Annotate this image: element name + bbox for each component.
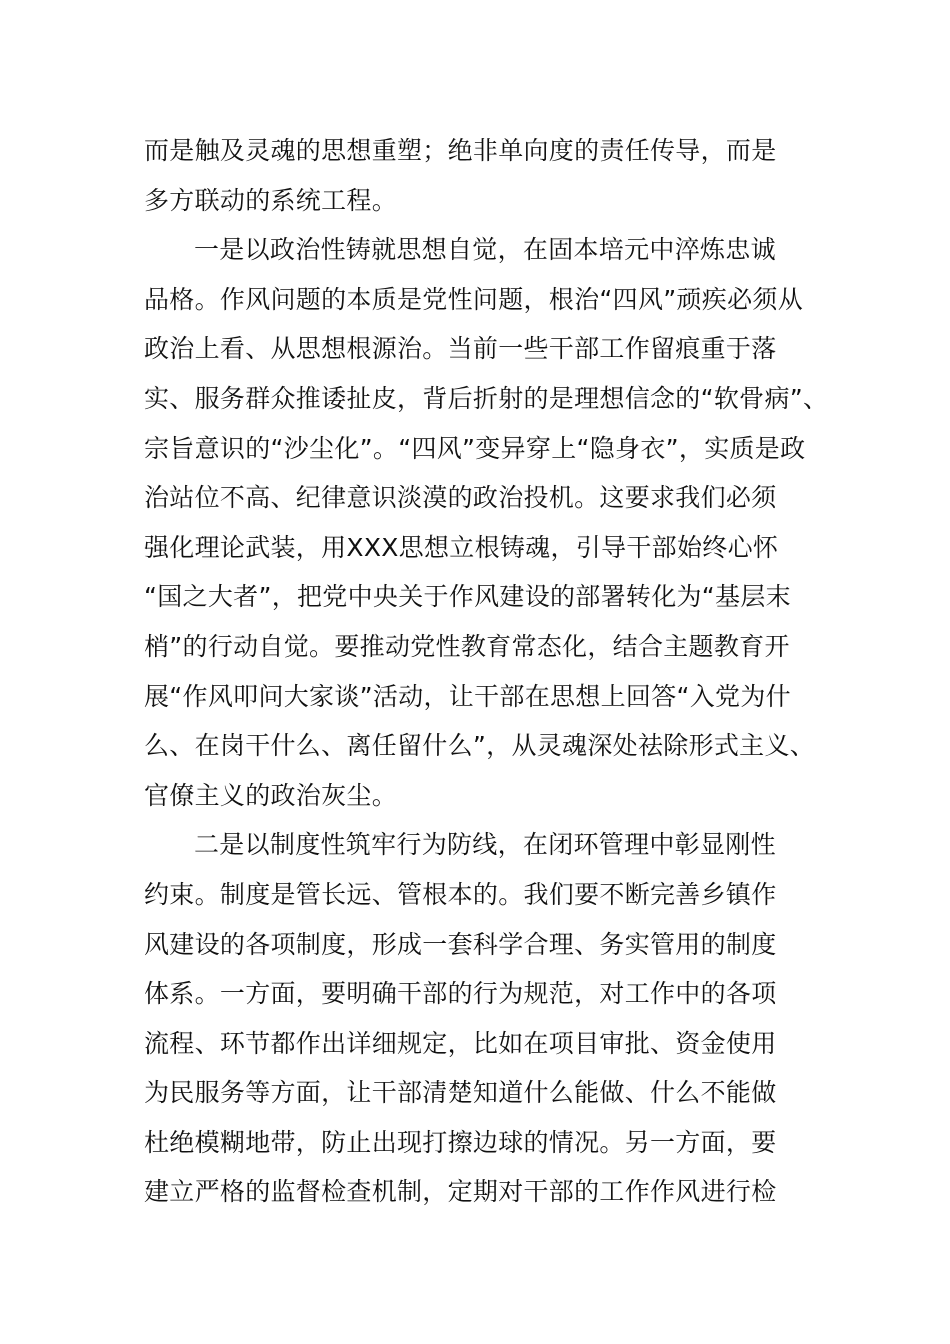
text-line: 品格。作风问题的本质是党性问题，根治“四风”顽疾必须从	[144, 284, 804, 314]
text-line: 杜绝模糊地带，防止出现打擦边球的情况。另一方面，要	[144, 1127, 777, 1157]
text-line: 风建设的各项制度，形成一套科学合理、务实管用的制度	[144, 929, 777, 959]
text-line: 强化理论武装，用XXX思想立根铸魂，引导干部始终心怀	[144, 532, 779, 562]
text-line: 为民服务等方面，让干部清楚知道什么能做、什么不能做	[144, 1078, 777, 1108]
text-line: 治站位不高、纪律意识淡漠的政治投机。这要求我们必须	[144, 483, 777, 513]
text-line: 而是触及灵魂的思想重塑；绝非单向度的责任传导，而是	[144, 136, 777, 165]
text-line: 建立严格的监督检查机制，定期对干部的工作作风进行检	[144, 1177, 777, 1207]
text-line: 体系。一方面，要明确干部的行为规范，对工作中的各项	[144, 979, 777, 1009]
text-line: 流程、环节都作出详细规定，比如在项目审批、资金使用	[144, 1028, 777, 1058]
body-text	[144, 126, 829, 1217]
text-line: 展“作风叩问大家谈”活动，让干部在思想上回答“入党为什	[144, 681, 791, 711]
text-line: 官僚主义的政治灰尘。	[144, 780, 398, 810]
paragraph-start-line: 一是以政治性铸就思想自觉，在固本培元中淬炼忠诚	[194, 235, 776, 265]
text-line: 么、在岗干什么、离任留什么”，从灵魂深处祛除形式主义、	[144, 731, 816, 761]
text-line: 宗旨意识的“沙尘化”。“四风”变异穿上“隐身衣”，实质是政	[144, 433, 806, 463]
text-line: 多方联动的系统工程。	[144, 185, 398, 215]
paragraph-start-line: 二是以制度性筑牢行为防线，在闭环管理中彰显刚性	[194, 830, 776, 860]
text-line: 实、服务群众推诿扯皮，背后折射的是理想信念的“软骨病”、	[144, 383, 829, 413]
text-line: 梢”的行动自觉。要推动党性教育常态化，结合主题教育开	[144, 631, 790, 661]
text-line: “国之大者”，把党中央关于作风建设的部署转化为“基层末	[144, 582, 791, 612]
text-line: 政治上看、从思想根源治。当前一些干部工作留痕重于落	[144, 334, 777, 364]
text-line: 约束。制度是管长远、管根本的。我们要不断完善乡镇作	[144, 879, 777, 909]
